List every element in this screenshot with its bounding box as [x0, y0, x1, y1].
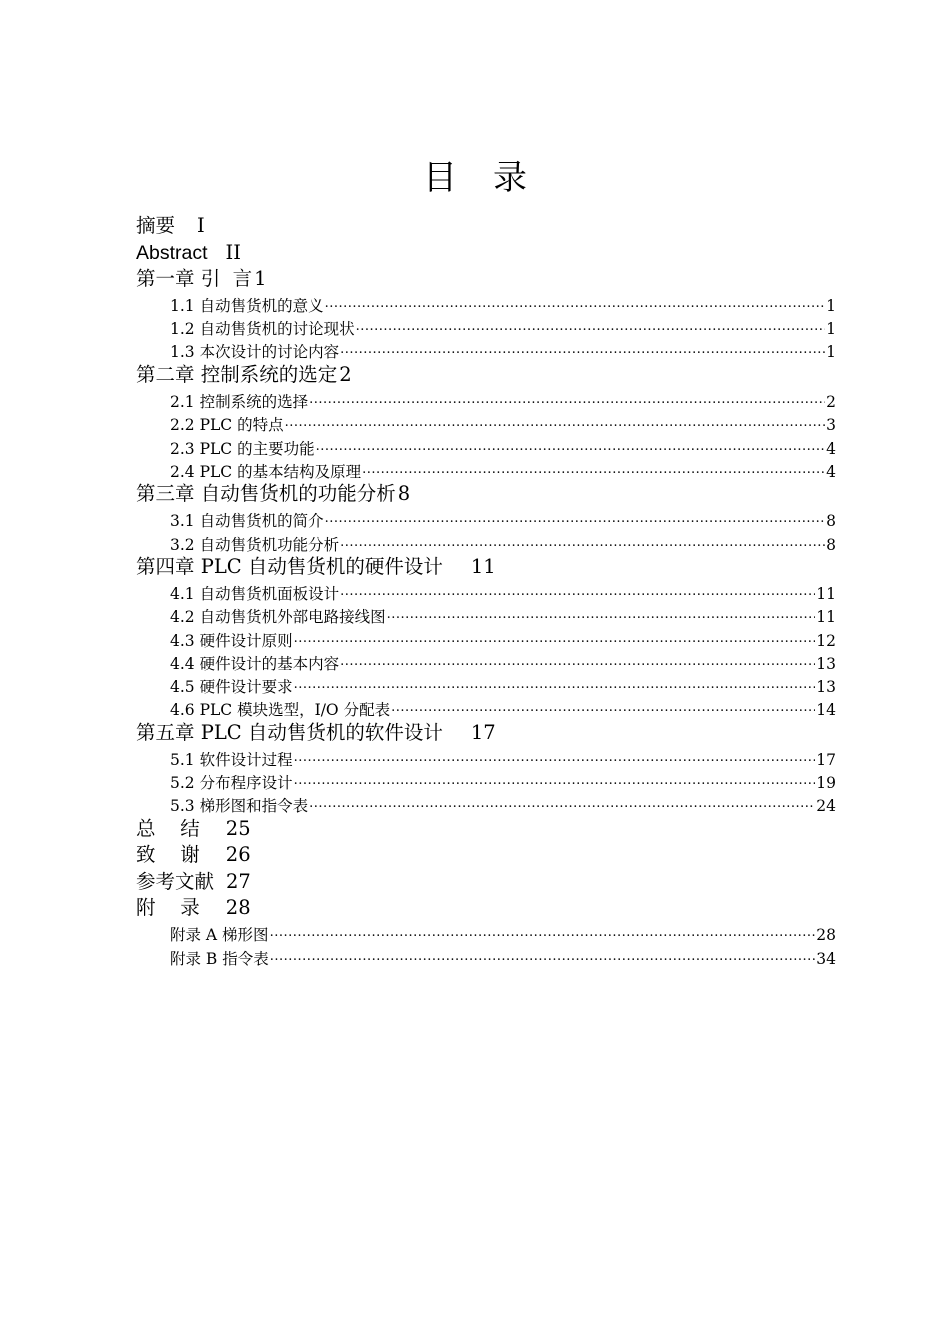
toc-entry-page: 2: [826, 393, 836, 412]
toc-section-2-4[interactable]: [136, 458, 836, 481]
toc-entry-label: 附录 B 指令表: [170, 949, 269, 968]
dot-leader: [309, 793, 815, 812]
toc-entry-page: 13: [816, 654, 836, 673]
toc-entry-label: 5.3 梯形图和指令表: [170, 797, 309, 816]
toc-entry-abstract-en[interactable]: [136, 240, 836, 267]
dot-leader: [362, 458, 825, 477]
toc-section-4-6[interactable]: [136, 697, 836, 720]
toc-entry-page: 11: [816, 585, 836, 604]
toc-entry-page: 1: [826, 343, 836, 362]
toc-entry-page: 25: [225, 816, 251, 840]
toc-section-4-5[interactable]: [136, 673, 836, 696]
toc-entry-references[interactable]: [136, 869, 836, 896]
toc-entry-page: 1: [254, 267, 267, 290]
toc-entry-label: 5.1 软件设计过程: [170, 750, 293, 769]
dot-leader: [340, 650, 815, 669]
toc-chapter-2[interactable]: [136, 362, 836, 389]
dot-leader: [387, 604, 816, 623]
dot-leader: [340, 339, 825, 358]
toc-section-5-3[interactable]: [136, 793, 836, 816]
toc-entry-appendix[interactable]: [136, 895, 836, 922]
toc-entry-page: 4: [826, 462, 836, 481]
toc-entry-label: Abstract: [136, 241, 208, 264]
toc-entry-page: 11: [470, 555, 496, 579]
dot-leader: [270, 945, 816, 964]
toc-section-3-2[interactable]: [136, 531, 836, 554]
toc-entry-page: I: [197, 214, 205, 237]
toc-entry-page: 19: [816, 774, 836, 793]
toc-entry-label: 4.3 硬件设计原则: [170, 631, 293, 650]
toc-section-5-1[interactable]: [136, 746, 836, 769]
toc-section-1-3[interactable]: [136, 339, 836, 362]
toc-entry-page: 8: [826, 535, 836, 554]
toc-entry-label: 1.1 自动售货机的意义: [170, 297, 324, 316]
dot-leader: [325, 293, 826, 312]
toc-section-4-1[interactable]: [136, 581, 836, 604]
toc-section-1-1[interactable]: [136, 293, 836, 316]
dot-leader: [294, 627, 816, 646]
toc-entry-label: 摘要: [136, 214, 176, 237]
toc-entry-label: 附 录: [136, 896, 200, 920]
toc-entry-label: 第一章 引 言: [136, 267, 253, 290]
toc-entry-label: 第二章 控制系统的选定: [136, 363, 338, 387]
toc-entry-page: 26: [225, 843, 251, 867]
toc-section-appendix-b[interactable]: [136, 945, 836, 968]
dot-leader: [316, 435, 826, 454]
toc-entry-summary[interactable]: [136, 816, 836, 843]
dot-leader: [309, 389, 825, 408]
toc-section-4-3[interactable]: [136, 627, 836, 650]
toc-entry-label: 1.2 自动售货机的讨论现状: [170, 320, 355, 339]
toc-section-3-1[interactable]: [136, 508, 836, 531]
toc-entry-label: 4.5 硬件设计要求: [170, 678, 293, 697]
toc-section-2-3[interactable]: [136, 435, 836, 458]
toc-entry-page: 2: [339, 363, 352, 387]
toc-section-2-2[interactable]: [136, 412, 836, 435]
toc-entry-abstract-cn[interactable]: [136, 213, 836, 240]
toc-entry-page: 17: [470, 720, 496, 744]
toc-entry-label: 2.1 控制系统的选择: [170, 393, 309, 412]
dot-leader: [294, 770, 816, 789]
toc-chapter-3[interactable]: [136, 481, 836, 508]
toc-chapter-4[interactable]: [136, 554, 836, 581]
toc-entry-page: 24: [816, 797, 836, 816]
title-char-1: 目: [423, 158, 457, 198]
toc-entry-label: 1.3 本次设计的讨论内容: [170, 343, 340, 362]
toc-entry-label: 2.3 PLC 的主要功能: [170, 439, 315, 458]
dot-leader: [391, 697, 815, 716]
dot-leader: [356, 316, 826, 335]
dot-leader: [270, 922, 816, 941]
dot-leader: [325, 508, 826, 527]
toc-chapter-1[interactable]: [136, 266, 836, 293]
toc-entry-page: 8: [826, 512, 836, 531]
toc-entry-label: 致 谢: [136, 843, 200, 867]
toc-entry-label: 第三章 自动售货机的功能分析: [136, 482, 396, 506]
toc-entry-label: 4.2 自动售货机外部电路接线图: [170, 608, 386, 627]
toc-entry-page: II: [225, 240, 241, 264]
toc-entry-label: 3.2 自动售货机功能分析: [170, 535, 340, 554]
toc-entry-page: 28: [816, 926, 836, 945]
toc-entry-label: 总 结: [136, 816, 200, 840]
dot-leader: [340, 581, 815, 600]
title-char-2: 录: [493, 158, 527, 198]
toc-section-5-2[interactable]: [136, 770, 836, 793]
dot-leader: [340, 531, 825, 550]
toc-entry-thanks[interactable]: [136, 842, 836, 869]
toc-entry-label: 4.1 自动售货机面板设计: [170, 585, 340, 604]
toc-entry-page: 27: [226, 869, 251, 893]
toc-entry-page: 8: [397, 482, 411, 506]
toc-section-4-2[interactable]: [136, 604, 836, 627]
toc-entry-label: 2.2 PLC 的特点: [170, 416, 284, 435]
toc-entry-page: 4: [826, 439, 836, 458]
toc-entry-label: 4.6 PLC 模块选型，I/O 分配表: [170, 701, 391, 720]
toc-entry-page: 13: [816, 678, 836, 697]
toc-entry-page: 11: [816, 608, 836, 627]
toc-section-1-2[interactable]: [136, 316, 836, 339]
toc-section-appendix-a[interactable]: [136, 922, 836, 945]
toc-entry-page: 17: [816, 750, 836, 769]
toc-entry-page: 1: [826, 320, 836, 339]
toc-entry-label: 2.4 PLC 的基本结构及原理: [170, 462, 362, 481]
toc-entry-page: 28: [225, 896, 251, 920]
table-of-contents: [136, 213, 836, 968]
toc-entry-label: 第五章 PLC 自动售货机的软件设计: [136, 720, 443, 744]
toc-entry-page: 14: [816, 701, 836, 720]
toc-entry-page: 12: [816, 631, 836, 650]
toc-entry-label: 参考文献: [136, 869, 215, 893]
dot-leader: [294, 746, 816, 765]
toc-chapter-5[interactable]: [136, 720, 836, 747]
page-title: [0, 154, 950, 202]
toc-section-4-4[interactable]: [136, 650, 836, 673]
toc-entry-label: 4.4 硬件设计的基本内容: [170, 654, 340, 673]
toc-entry-page: 3: [826, 416, 836, 435]
toc-entry-page: 1: [826, 297, 836, 316]
toc-entry-label: 附录 A 梯形图: [170, 926, 269, 945]
dot-leader: [285, 412, 826, 431]
toc-entry-page: 34: [816, 949, 836, 968]
toc-entry-label: 第四章 PLC 自动售货机的硬件设计: [136, 555, 443, 579]
dot-leader: [294, 673, 816, 692]
toc-section-2-1[interactable]: [136, 389, 836, 412]
toc-entry-label: 3.1 自动售货机的简介: [170, 512, 324, 531]
toc-entry-label: 5.2 分布程序设计: [170, 774, 293, 793]
